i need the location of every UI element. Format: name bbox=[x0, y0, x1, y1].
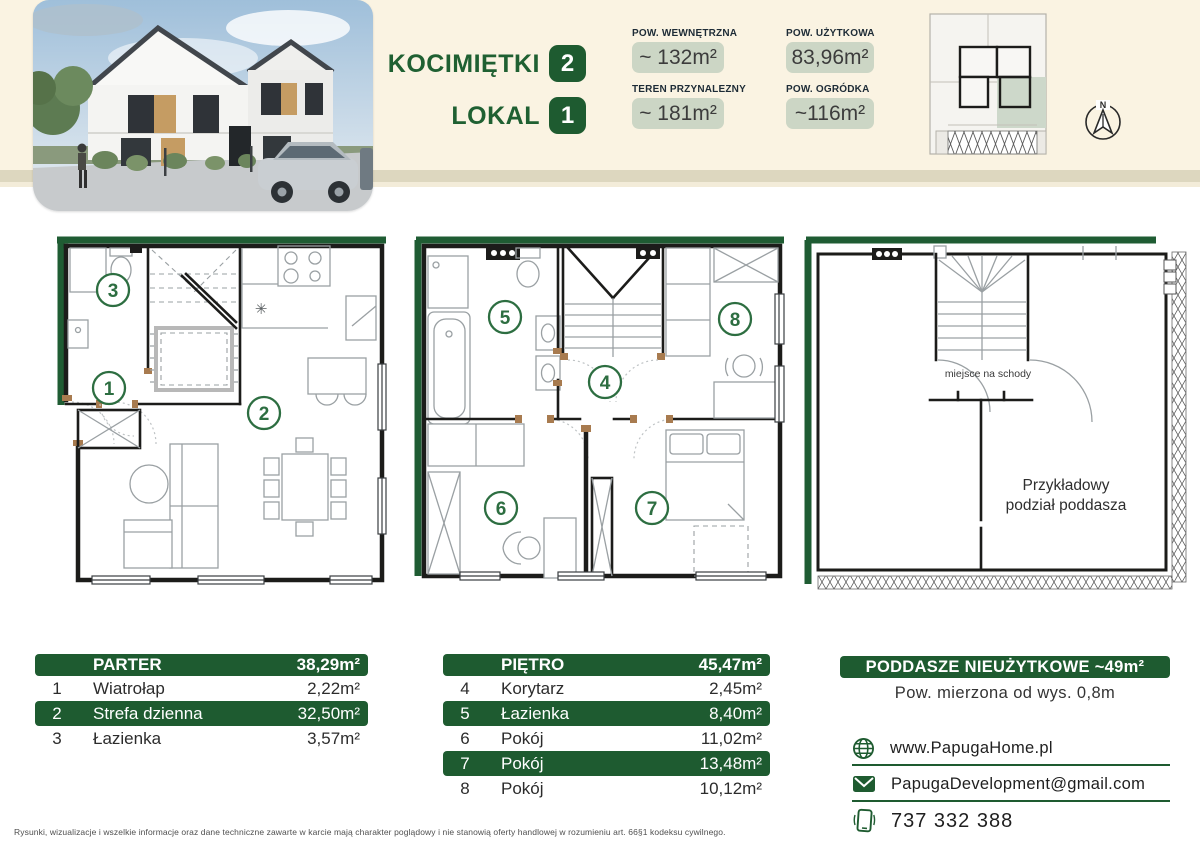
room-num: 7 bbox=[460, 753, 470, 773]
room-number-2: 2 bbox=[258, 404, 270, 425]
table-row bbox=[443, 726, 770, 751]
room-area: 2,22m² bbox=[307, 678, 360, 698]
room-area: 13,48m² bbox=[699, 753, 762, 773]
contact-divider bbox=[852, 800, 1170, 802]
contact-divider bbox=[852, 764, 1170, 766]
project-number-badge: 2 bbox=[549, 45, 586, 82]
attic-note: Pow. mierzona od wys. 0,8m bbox=[894, 684, 1116, 702]
project-name: KOCIMIĘTKI bbox=[387, 50, 540, 78]
stat-label-teren-przynalezny: TEREN PRZYNALEZNY bbox=[632, 84, 746, 95]
room-name: Strefa dzienna bbox=[93, 703, 203, 723]
table-row bbox=[35, 676, 368, 701]
globe-icon bbox=[852, 737, 875, 760]
table-row-highlighted bbox=[443, 751, 770, 776]
room-num: 8 bbox=[460, 778, 470, 798]
attic-note-line1: Przykładowy bbox=[1022, 477, 1110, 494]
table-pietro-title: PIĘTRO bbox=[501, 655, 565, 674]
room-num: 1 bbox=[52, 678, 62, 698]
unit-number-badge: 1 bbox=[549, 97, 586, 134]
contact-website[interactable] bbox=[852, 735, 1170, 761]
envelope-icon bbox=[852, 774, 876, 794]
room-num: 5 bbox=[460, 703, 470, 723]
room-name: Łazienka bbox=[501, 703, 570, 723]
table-pietro bbox=[443, 654, 770, 801]
room-area: 10,12m² bbox=[699, 778, 762, 798]
stat-value-pow-wewnetrzna: ~ 132m² bbox=[632, 42, 724, 73]
table-row bbox=[443, 676, 770, 701]
room-number-6: 6 bbox=[495, 499, 507, 520]
unit-label: LOKAL bbox=[451, 102, 540, 130]
room-name: Wiatrołap bbox=[93, 678, 165, 698]
north-arrow-icon bbox=[1080, 94, 1126, 149]
svg-text:N: N bbox=[1099, 100, 1107, 110]
phone-text[interactable]: 737 332 388 bbox=[891, 809, 1014, 832]
table-parter-title: PARTER bbox=[93, 655, 162, 674]
attic-note-line2: podział poddasza bbox=[1005, 497, 1127, 514]
table-parter bbox=[35, 654, 368, 751]
contact-email[interactable] bbox=[852, 771, 1170, 797]
stat-label-pow-ogrodka: POW. OGRÓDKA bbox=[786, 84, 870, 95]
room-name: Łazienka bbox=[93, 728, 162, 748]
room-num: 6 bbox=[460, 728, 470, 748]
room-number-3: 3 bbox=[107, 281, 119, 302]
disclaimer-text: Rysunki, wizualizacje i wszelkie informacje oraz dane techniczne zawarte w karcie mają charakter poglądowy i nie stanowią oferty handlowej w rozumieniu art. 66§1 kodeksu cywilnego. bbox=[14, 827, 726, 837]
room-num: 2 bbox=[52, 703, 62, 723]
stairs-label: miejsce na schody bbox=[944, 368, 1032, 380]
table-parter-header bbox=[35, 654, 368, 676]
table-pietro-header bbox=[443, 654, 770, 676]
floor-plan-poddasze bbox=[798, 232, 1194, 609]
highlighted-unit-area bbox=[997, 77, 1046, 128]
room-number-4: 4 bbox=[599, 373, 611, 394]
room-area: 2,45m² bbox=[709, 678, 762, 698]
svg-text:✳: ✳ bbox=[254, 300, 268, 318]
room-name: Korytarz bbox=[501, 678, 565, 698]
email-text[interactable]: PapugaDevelopment@gmail.com bbox=[891, 774, 1146, 793]
insulation-hatch-bottom bbox=[818, 576, 1172, 589]
stat-label-pow-uzytkowa: POW. UŻYTKOWA bbox=[786, 28, 875, 39]
table-row-highlighted bbox=[35, 701, 368, 726]
room-name: Pokój bbox=[501, 753, 544, 773]
attic-header: PODDASZE NIEUŻYTKOWE ~49m² bbox=[840, 656, 1170, 678]
table-parter-total: 38,29m² bbox=[296, 655, 360, 674]
room-name: Pokój bbox=[501, 778, 544, 798]
site-plan bbox=[928, 12, 1054, 163]
room-name: Pokój bbox=[501, 728, 544, 748]
room-area: 11,02m² bbox=[700, 728, 762, 748]
website-text[interactable]: www.PapugaHome.pl bbox=[890, 738, 1053, 757]
floor-plan-pietro bbox=[408, 232, 792, 609]
room-number-1: 1 bbox=[103, 379, 115, 400]
stat-value-teren-przynalezny: ~ 181m² bbox=[632, 98, 724, 129]
room-num: 4 bbox=[460, 678, 470, 698]
room-num: 3 bbox=[52, 728, 62, 748]
table-pietro-total: 45,47m² bbox=[698, 655, 762, 674]
room-area: 3,57m² bbox=[307, 728, 360, 748]
floor-plan-parter bbox=[30, 232, 400, 609]
table-row bbox=[35, 726, 368, 751]
room-area: 32,50m² bbox=[297, 703, 360, 723]
stat-label-pow-wewnetrzna: POW. WEWNĘTRZNA bbox=[632, 28, 738, 39]
stat-value-pow-uzytkowa: 83,96m² bbox=[786, 42, 874, 73]
stat-value-pow-ogrodka: ~116m² bbox=[786, 98, 874, 129]
room-area: 8,40m² bbox=[709, 703, 762, 723]
room-number-8: 8 bbox=[729, 310, 741, 331]
insulation-hatch-right bbox=[1172, 252, 1186, 582]
table-row-highlighted bbox=[443, 701, 770, 726]
table-row bbox=[443, 776, 770, 801]
room-number-5: 5 bbox=[499, 308, 511, 329]
room-number-7: 7 bbox=[646, 499, 658, 520]
